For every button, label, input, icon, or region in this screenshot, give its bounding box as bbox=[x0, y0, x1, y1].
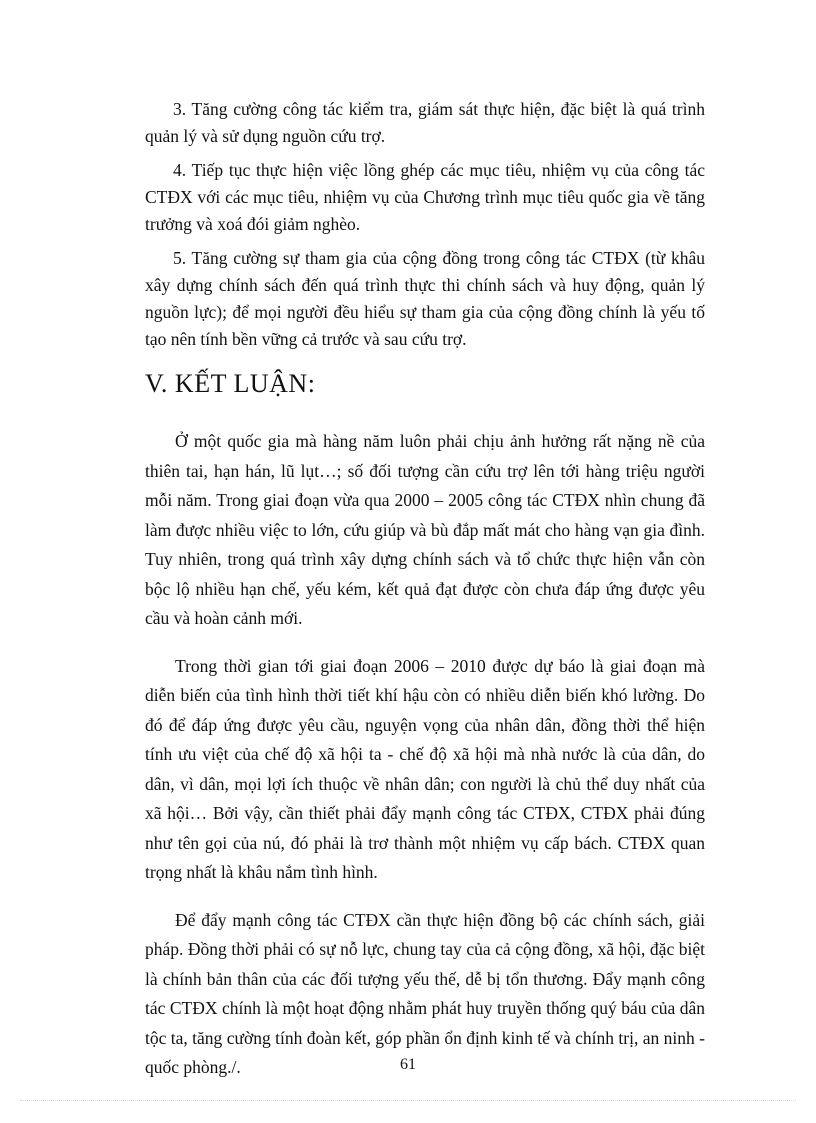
list-item-3: 3. Tăng cường công tác kiểm tra, giám sát thực hiện, đặc biệt là quá trình quản lý và sử dụng nguồn cứu trợ. bbox=[145, 99, 705, 146]
page-bottom-divider bbox=[20, 1100, 796, 1101]
page-number: 61 bbox=[400, 1056, 416, 1073]
conclusion-paragraph-1: Ở một quốc gia mà hàng năm luôn phải chịu ảnh hưởng rất nặng nề của thiên tai, hạn hán, lũ lụt…; số đối tượng cần cứu trợ lên tới hàng triệu người mỗi năm. Trong giai đoạn vừa qua 2000 – 2005 công tác CTĐX nhìn chung đã làm được nhiều việc to lớn, cứu giúp và bù đắp mất mát cho hàng vạn gia đình. Tuy nhiên, trong quá trình xây dựng chính sách và tổ chức thực hiện vẫn còn bộc lộ nhiều hạn chế, yếu kém, kết quả đạt được còn chưa đáp ứng được yêu cầu và hoàn cảnh mới. bbox=[145, 431, 705, 628]
conclusion-paragraph-2: Trong thời gian tới giai đoạn 2006 – 2010 được dự báo là giai đoạn mà diễn biến của tình hình thời tiết khí hậu còn có nhiều diễn biến khó lường. Do đó để đáp ứng được yêu cầu, nguyện vọng của nhân dân, đồng thời thể hiện tính ưu việt của chế độ xã hội ta - chế độ xã hội mà nhà nước là của dân, do dân, vì dân, mọi lợi ích thuộc về nhân dân; con người là chủ thể duy nhất của xã hội… Bởi vậy, cần thiết phải đẩy mạnh công tác CTĐX, CTĐX phải đúng như tên gọi của nú, đó phải là trơ thành một nhiệm vụ cấp bách. CTĐX quan trọng nhất là khâu nắm tình hình. bbox=[145, 655, 705, 882]
list-item-5: 5. Tăng cường sự tham gia của cộng đồng trong công tác CTĐX (từ khâu xây dựng chính sách đến quá trình thực thi chính sách và huy động, quản lý nguồn lực); để mọi người đều hiểu sự tham gia của cộng đồng chính là yếu tố tạo nên tính bền vững cả trước và sau cứu trợ. bbox=[145, 248, 705, 349]
section-heading-conclusion: V. KẾT LUẬN: bbox=[145, 369, 316, 398]
page-content bbox=[145, 96, 705, 1101]
conclusion-paragraph-3: Để đẩy mạnh công tác CTĐX cần thực hiện đồng bộ các chính sách, giải pháp. Đồng thời phải có sự nỗ lực, chung tay của cả cộng đồng, xã hội, đặc biệt là chính bản thân của các đối tượng yếu thế, dễ bị tổn thương. Đẩy mạnh công tác CTĐX chính là một hoạt động nhằm phát huy truyền thống quý báu của dân tộc ta, tăng cường tính đoàn kết, góp phần ổn định kinh tế và chính trị, an ninh - quốc phòng./. bbox=[145, 909, 705, 1077]
list-item-4: 4. Tiếp tục thực hiện việc lồng ghép các mục tiêu, nhiệm vụ của công tác CTĐX với các mục tiêu, nhiệm vụ của Chương trình mục tiêu quốc gia về tăng trưởng và xoá đói giảm nghèo. bbox=[145, 160, 705, 234]
